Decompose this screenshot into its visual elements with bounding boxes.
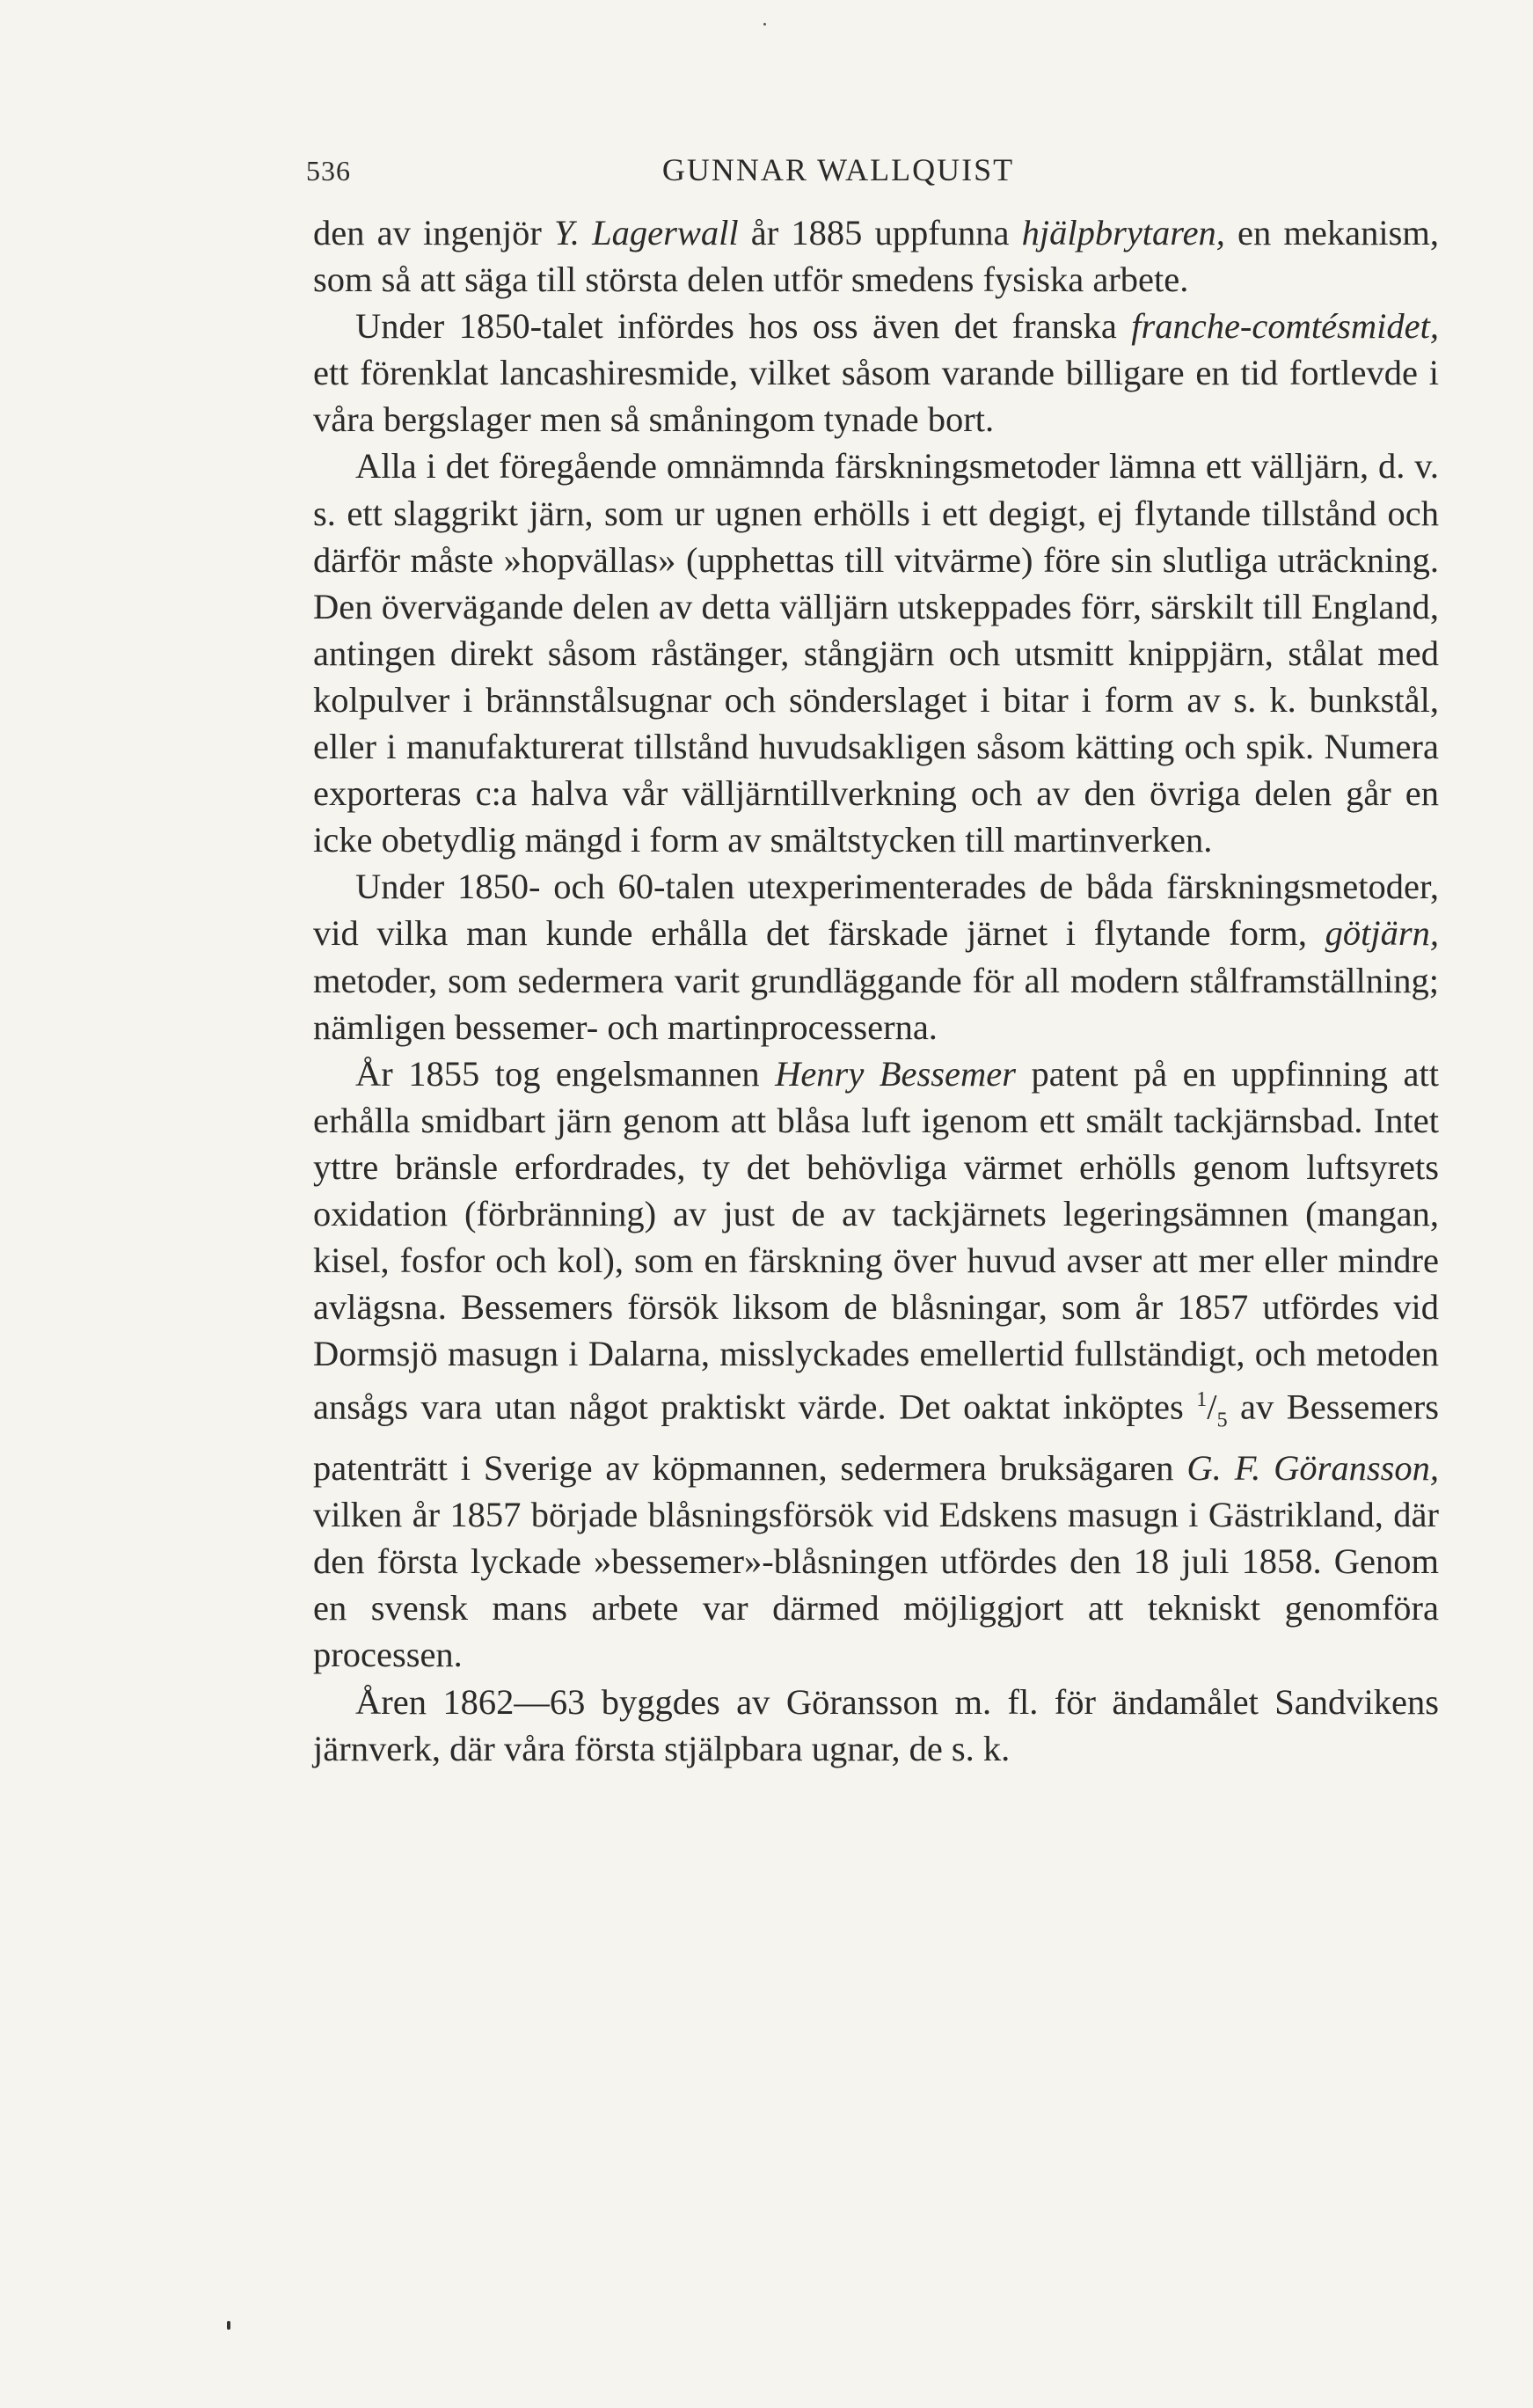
italic-name: G. F. Göransson,	[1186, 1448, 1440, 1489]
text-run: Åren 1862—63 byggdes av Göransson m. fl. för ändamålet Sandvikens järnverk, där våra första stjälpbara ugnar, de s. k.	[313, 1681, 1439, 1768]
fraction-denominator: 5	[1216, 1409, 1228, 1432]
paragraph-6	[313, 1679, 1439, 1772]
running-head-author: GUNNAR WALLQUIST	[661, 152, 1015, 187]
running-head	[306, 151, 1441, 195]
italic-name: Henry Bessemer	[775, 1053, 1016, 1094]
text-run: ett förenklat lancashiresmide, vilket såsom varande billigare en tid fortlevde i våra bergslager men så småningom tynade bort.	[313, 353, 1439, 440]
text-run: Under 1850- och 60-talen utexperimenterades de båda färskningsmetoder, vid vilka man kunde erhålla det färskade järnet i flytande form,	[313, 867, 1439, 954]
text-run: patent på en uppfinning att erhålla smidbart järn genom att blåsa luft igenom ett smält tackjärnsbad. Intet yttre bränsle erfordrades, ty det behövliga värmet erhölls genom luftsyrets oxidation (förbränning) av just de av tackjärnets legeringsämnen (mangan, kisel, fosfor och kol), som en färskning över huvud avser att mer eller mindre avlägsna. Bessemers försök liksom de blåsningar, som år 1857 utfördes vid Dormsjö masugn i Dalarna, misslyckades emellertid fullständigt, och metoden ansågs vara utan något praktiskt värde. Det oaktat inköptes	[313, 1053, 1439, 1427]
text-run: vilken år 1857 började blåsningsförsök vid Edskens masugn i Gästrikland, där den första lyckade »bessemer»-blåsningen utfördes den 18 juli 1858. Genom en svensk mans arbete var därmed möjliggjort att tekniskt genomföra processen.	[313, 1495, 1439, 1675]
body-text	[313, 209, 1439, 1772]
paragraph-3	[313, 443, 1439, 863]
text-run: Under 1850-talet infördes hos oss även det franska	[355, 306, 1132, 347]
text-run: av Bessemers patenträtt i Sverige av köpmannen, sedermera bruksägaren	[313, 1387, 1439, 1489]
text-run: metoder, som sedermera varit grundläggande för all modern stålframställning; nämligen bessemer- och martinprocesserna.	[313, 960, 1439, 1047]
paragraph-2	[313, 303, 1439, 443]
scan-speck	[227, 2321, 230, 2330]
scan-speck	[763, 23, 766, 26]
text-run: den av ingenjör	[313, 213, 555, 253]
italic-name: Y. Lagerwall	[554, 213, 739, 253]
text-run: år 1885 uppfunna	[738, 213, 1022, 253]
fraction-slash: /	[1207, 1387, 1217, 1427]
paragraph-1	[313, 209, 1439, 303]
italic-term: götjärn,	[1325, 913, 1439, 954]
fraction-numerator: 1	[1196, 1388, 1208, 1412]
paragraph-4	[313, 863, 1439, 1050]
text-run: en mekanism, som så att säga till största delen utför smedens fysiska arbete.	[313, 213, 1439, 300]
text-run: År 1855 tog engelsmannen	[355, 1053, 776, 1094]
italic-term: franche-comtésmidet,	[1131, 306, 1439, 347]
italic-term: hjälpbrytaren,	[1021, 213, 1225, 253]
page-number: 536	[306, 155, 351, 187]
paragraph-5	[313, 1050, 1439, 1679]
text-run: Alla i det föregående omnämnda färskningsmetoder lämna ett välljärn, d. v. s. ett slaggrikt järn, som ur ugnen erhölls i ett degigt, ej flytande tillstånd och därför måste »hopvällas» (upphettas till vitvärme) före sin slutliga uträckning. Den övervägande delen av detta välljärn utskeppades förr, särskilt till England, antingen direkt såsom råstänger, stångjärn och utsmitt knippjärn, stålat med kolpulver i brännstålsugnar och sönderslaget i bitar i form av s. k. bunkstål, eller i manufakturerat tillstånd huvudsakligen såsom kätting och spik. Numera exporteras c:a halva vår välljärntillverkning och av den övriga delen går en icke obetydlig mängd i form av smältstycken till martinverken.	[313, 446, 1439, 860]
